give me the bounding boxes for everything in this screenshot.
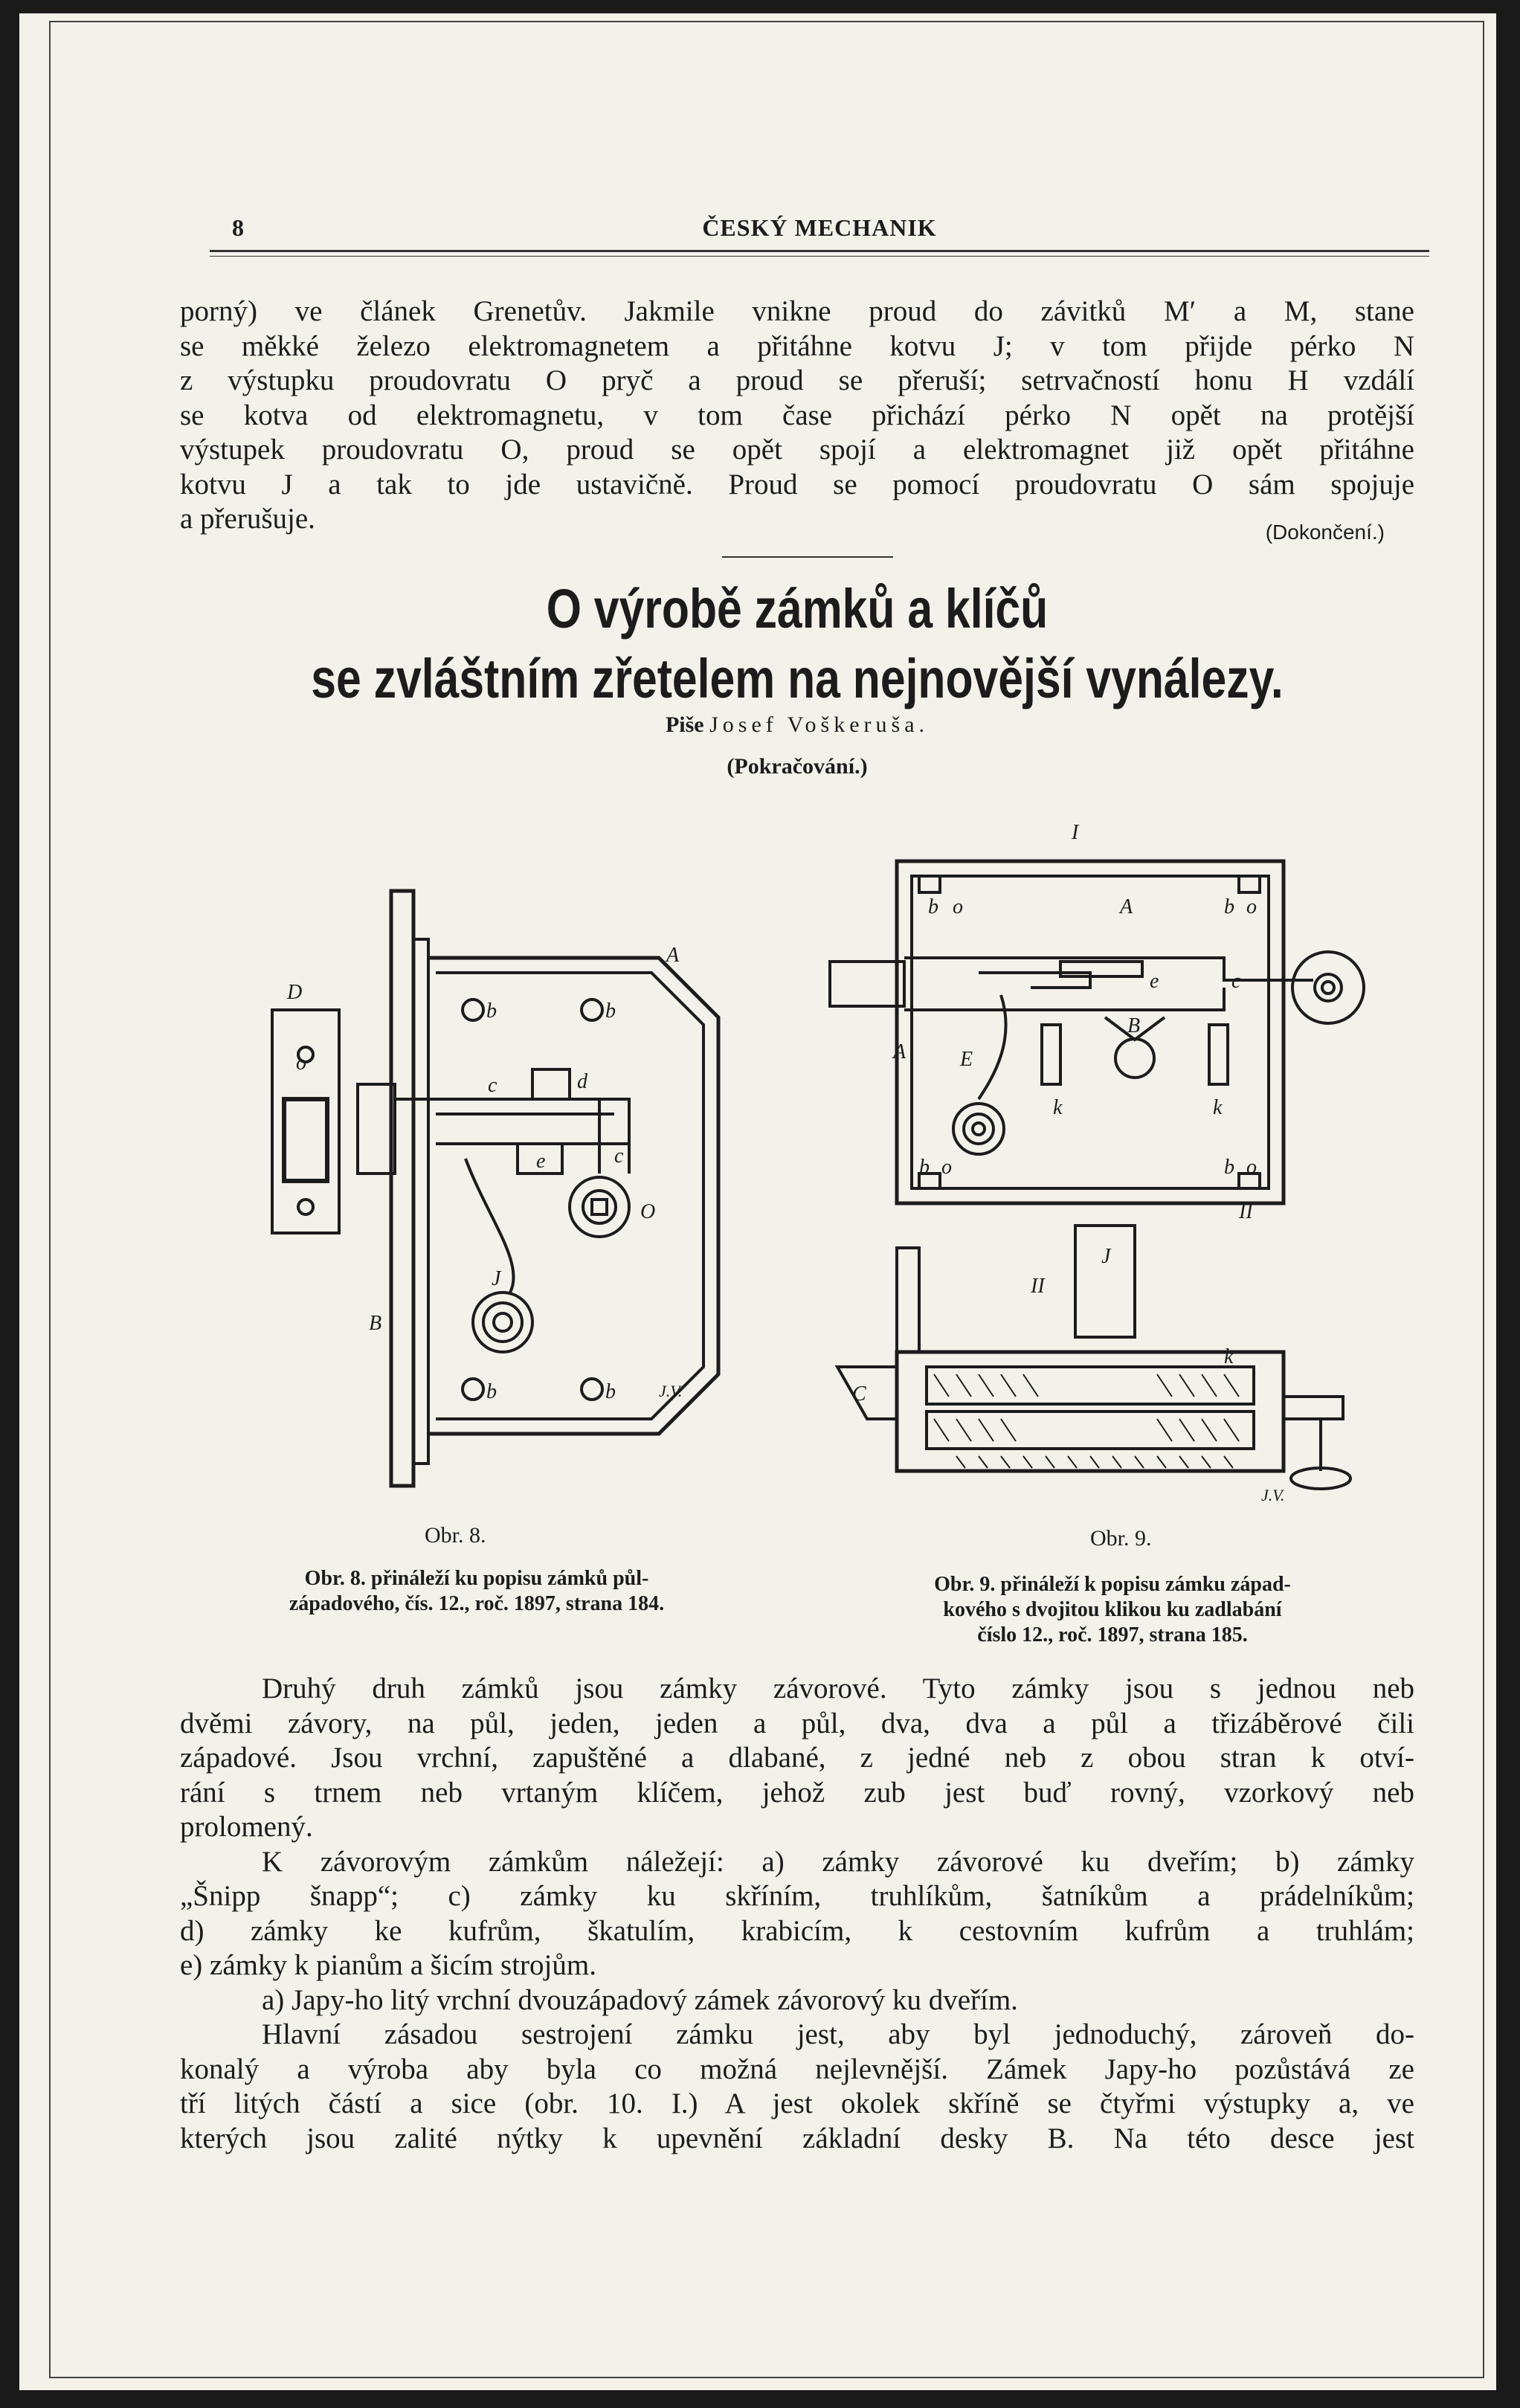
figure-8-letter: b — [486, 1380, 497, 1403]
figure-8-letter: b — [605, 999, 616, 1023]
figure-9-letter: II — [1239, 1200, 1253, 1223]
figure-9-letter: I — [1072, 821, 1079, 844]
article-title-line1: O výrobě zámků a klíčů — [546, 578, 1049, 640]
text-line: rání s trnem neb vrtaným klíčem, jehož zub jest buď rovný, vzorkový neb — [180, 1776, 1414, 1809]
figure-8-caption — [164, 1566, 789, 1617]
figure-9-letter: b — [928, 895, 938, 918]
figure-9-letter: c — [1231, 970, 1241, 993]
caption-line: kového s dvojitou klikou ku zadlabání — [943, 1598, 1282, 1621]
figure-8-letter: d — [577, 1070, 587, 1093]
text-line: se měkké železo elektromagnetem a přitáhne kotvu J; v tom přijde pérko N — [180, 329, 1414, 362]
text-line: prolomený. — [180, 1811, 313, 1843]
text-line: porný) ve článek Grenetův. Jakmile vnikne proud do závitků M′ a M, stane — [180, 295, 1414, 327]
page-number: 8 — [232, 214, 244, 241]
figure-9-letter: A — [1120, 895, 1133, 918]
text-line: „Šnipp šnapp“; c) zámky ku skříním, truhlíkům, šatníkům a prádelníkům; — [180, 1880, 1414, 1912]
caption-line: Obr. 8. přináleží ku popisu zámků půl- — [304, 1567, 649, 1590]
text-line: e) zámky k pianům a šicím strojům. — [180, 1949, 596, 1981]
figure-8-letter: O — [640, 1200, 656, 1223]
figure-9-letter: k — [1213, 1096, 1223, 1119]
figure-8-drawing — [242, 876, 733, 1508]
figure-9-label: Obr. 9. — [1090, 1526, 1152, 1551]
figure-9-letter: J.V. — [1261, 1486, 1285, 1504]
spindle-hole — [1115, 1039, 1154, 1078]
figure-9-letter: k — [1053, 1096, 1063, 1119]
figure-9-letter: J — [1101, 1245, 1111, 1268]
text-line: kotvu J a tak to jde ustavičně. Proud se pomocí proudovratu O sám spojuje — [180, 468, 1414, 500]
handle-foot — [1291, 1468, 1350, 1489]
text-line: Druhý druh zámků jsou zámky závorové. Tyto zámky jsou s jednou neb — [262, 1673, 1414, 1704]
text-line: dvěmi závory, na půl, jeden, jeden a půl, dva, dva a půl a třizáběrové čili — [180, 1707, 1414, 1739]
text-line: z výstupku proudovratu O pryč a proud se přeruší; setrvačností honu H vzdálí — [180, 364, 1414, 396]
figure-9-letter: C — [852, 1382, 866, 1406]
figure-9-letter: o — [941, 1156, 952, 1179]
figure-8-letter: A — [666, 944, 680, 967]
text-line: tří litých částí a sice (obr. 10. I.) A jest okolek skříně se čtyřmi výstupky a, ve — [180, 2087, 1414, 2119]
caption-line: číslo 12., roč. 1897, strana 185. — [977, 1623, 1248, 1646]
figure-8-label: Obr. 8. — [425, 1523, 486, 1548]
continued-note: (Pokračování.) — [727, 754, 868, 779]
figure-9-letter: E — [960, 1048, 973, 1071]
figure-8-letter: e — [536, 1150, 546, 1173]
figure-8-letter: J — [492, 1267, 501, 1290]
text-line: d) zámky ke kufrům, škatulím, krabicím, k cestovním kufrům a truhlám; — [180, 1914, 1414, 1947]
figure-8-letter: J.V. — [659, 1382, 683, 1400]
text-line: západové. Jsou vrchní, zapuštěné a dlabané, z jedné neb z obou stran k otví- — [180, 1742, 1414, 1774]
figure-9-letter: o — [953, 895, 963, 918]
figure-9-letter: b — [919, 1156, 930, 1179]
latch-bolt — [830, 962, 904, 1006]
figure-8-letter: B — [369, 1312, 382, 1335]
text-line: kterých jsou zalité nýtky k upevnění základní desky B. Na této desce jest — [180, 2122, 1414, 2154]
text-line: a přerušuje. — [180, 503, 315, 535]
figure-9-letter: b — [1224, 895, 1234, 918]
lock-plate-edge — [391, 891, 413, 1486]
header-rule — [210, 250, 1429, 252]
journal-title: ČESKÝ MECHANIK — [702, 214, 937, 241]
dokonceni-note: (Dokončení.) — [1265, 521, 1385, 544]
text-line: a) Japy-ho litý vrchní dvouzápadový zámek závorový ku dveřím. — [262, 1983, 1018, 2016]
spring-coil-plan — [953, 1104, 1004, 1154]
text-line: K závorovým zámkům náležejí: a) zámky závorové ku dveřím; b) zámky — [262, 1845, 1414, 1878]
article-title-line2: se zvláštním zřetelem na nejnovější vynálezy. — [311, 648, 1284, 709]
figure-9-letter: e — [1150, 970, 1159, 993]
figure-9-letter: o — [1246, 1156, 1257, 1179]
figure-8-letter: b — [486, 999, 497, 1023]
section-divider — [722, 556, 893, 558]
follower-cam — [570, 1177, 629, 1237]
figure-8-letter: b — [605, 1380, 616, 1403]
spindle-section — [1075, 1226, 1135, 1337]
byline — [180, 712, 1414, 738]
figure-9-caption — [800, 1572, 1425, 1648]
byline-prefix: Piše — [665, 712, 704, 737]
figure-8-letter: o — [296, 1052, 306, 1075]
intro-paragraph — [180, 294, 1414, 537]
figure-9-letter: II — [1031, 1275, 1045, 1298]
text-line: konalý a výroba aby byla co možná nejlevnější. Zámek Japy-ho pozůstává ze — [180, 2053, 1414, 2085]
header-rule-thin — [210, 256, 1429, 257]
author-name: Josef Voškeruša. — [709, 712, 930, 737]
figure-9-drawing — [808, 802, 1403, 1508]
caption-line: Obr. 9. přináleží k popisu zámku západ- — [934, 1573, 1291, 1596]
body-text — [180, 1672, 1414, 2156]
caption-line: západového, čís. 12., roč. 1897, strana 184. — [289, 1592, 665, 1615]
running-header — [210, 214, 1429, 244]
figure-8-letter: c — [488, 1074, 497, 1097]
knob — [1292, 952, 1364, 1023]
figure-9-letter: B — [1127, 1014, 1141, 1037]
text-line: se kotva od elektromagnetu, v tom čase přichází pérko N opět na protější — [180, 399, 1414, 431]
figure-9-letter: A — [893, 1040, 906, 1063]
figure-9-letter: b — [1224, 1156, 1234, 1179]
figure-9-letter: o — [1246, 895, 1257, 918]
figure-8-letter: c — [614, 1145, 624, 1168]
document-page — [19, 13, 1496, 2390]
text-line: Hlavní zásadou sestrojení zámku jest, aby byl jednoduchý, zároveň do- — [262, 2018, 1414, 2050]
figure-8-letter: D — [287, 981, 303, 1004]
text-line: výstupek proudovratu O, proud se opět spojí a elektromagnet již opět přitáhne — [180, 434, 1414, 466]
figure-9-letter: k — [1224, 1345, 1234, 1368]
